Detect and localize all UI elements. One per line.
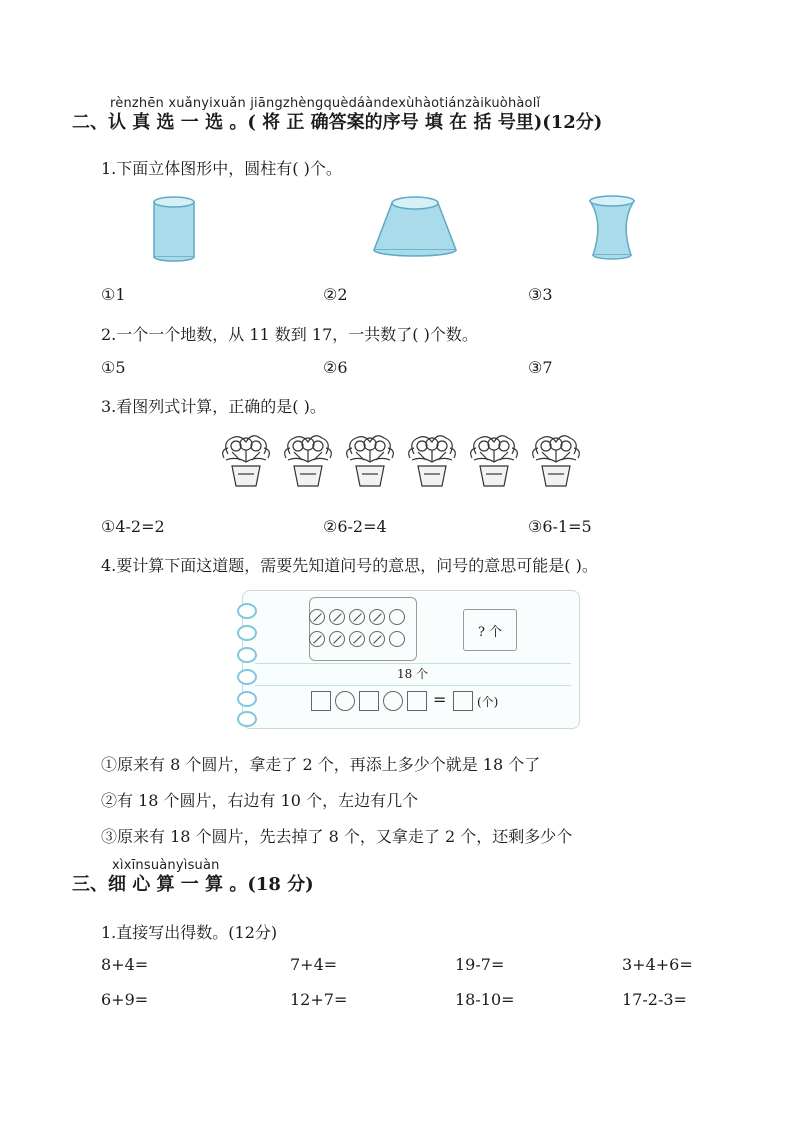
- question-mark-box: ? 个: [463, 609, 517, 651]
- question-1: 1.下面立体图形中，圆柱有( )个。: [101, 159, 342, 178]
- section3-heading: 三、细 心 算 一 算 。(18 分): [72, 874, 314, 895]
- counter-circles: [309, 605, 409, 649]
- total-label: 18 个: [397, 667, 429, 681]
- q4-option-3: ③原来有 18 个圆片，先去掉了 8 个，又拿走了 2 个，还剩多少个: [101, 827, 573, 846]
- crossed-circle: [349, 631, 365, 647]
- section3-subheading: 1.直接写出得数。(12分): [101, 923, 278, 942]
- q4-option-2: ②有 18 个圆片，右边有 10 个，左边有几个: [101, 791, 419, 810]
- section2-pinyin: rènzhēn xuǎnyixuǎn jiāngzhèngquèdáàndexùhàotiánzàikuòhàolǐ: [110, 96, 541, 111]
- flower-pot-icon: [466, 430, 522, 492]
- calc-item: 8+4=: [101, 955, 149, 974]
- crossed-circle: [349, 609, 365, 625]
- section3-pinyin: xìxīnsuànyìsuàn: [112, 858, 220, 873]
- calc-item: 18-10=: [455, 990, 515, 1009]
- plain-circle: [389, 609, 405, 625]
- flower-pot-icon: [280, 430, 336, 492]
- card-rule-line: [255, 685, 571, 686]
- plain-circle: [389, 631, 405, 647]
- crossed-circle: [309, 609, 325, 625]
- binder-ring: [237, 625, 257, 641]
- question-4: 4.要计算下面这道题，需要先知道问号的意思，问号的意思可能是( )。: [101, 556, 598, 575]
- crossed-circle: [329, 609, 345, 625]
- cylinder-shape: [148, 194, 200, 264]
- flower-pot-icon: [218, 430, 274, 492]
- section2-heading: 二、认 真 选 一 选 。( 将 正 确答案的序号 填 在 括 号里)(12分): [72, 112, 603, 133]
- binder-ring: [237, 603, 257, 619]
- blank-circle: [335, 691, 355, 711]
- q3-option-1: ①4-2=2: [101, 517, 165, 536]
- crossed-circle: [369, 609, 385, 625]
- q2-option-2: ②6: [323, 358, 348, 377]
- flower-pot-icon: [342, 430, 398, 492]
- crossed-circle: [329, 631, 345, 647]
- binder-ring: [237, 711, 257, 727]
- calc-item: 12+7=: [290, 990, 348, 1009]
- binder-ring: [237, 647, 257, 663]
- blank-box: [407, 691, 427, 711]
- q4-option-1: ①原来有 8 个圆片，拿走了 2 个，再添上多少个就是 18 个了: [101, 755, 541, 774]
- calc-item: 7+4=: [290, 955, 338, 974]
- q2-option-3: ③7: [528, 358, 553, 377]
- q1-option-3: ③3: [528, 285, 553, 304]
- binder-ring: [237, 669, 257, 685]
- notebook-card: [242, 590, 580, 729]
- calc-item: 19-7=: [455, 955, 505, 974]
- frustum-shape: [370, 193, 460, 263]
- q1-option-2: ②2: [323, 285, 348, 304]
- question-3: 3.看图列式计算，正确的是( )。: [101, 397, 326, 416]
- question-2: 2.一个一个地数，从 11 数到 17，一共数了( )个数。: [101, 325, 478, 344]
- equals-sign: =: [433, 690, 447, 709]
- q2-option-1: ①5: [101, 358, 126, 377]
- flower-pot-icon: [404, 430, 460, 492]
- card-rule-line: [255, 663, 571, 664]
- calc-item: 6+9=: [101, 990, 149, 1009]
- flower-pot-row: [218, 430, 588, 496]
- unit-label: (个): [477, 695, 499, 709]
- blank-box: [359, 691, 379, 711]
- q3-option-3: ③6-1=5: [528, 517, 592, 536]
- flower-pot-icon: [528, 430, 584, 492]
- crossed-circle: [309, 631, 325, 647]
- calc-item: 17-2-3=: [622, 990, 687, 1009]
- calc-item: 3+4+6=: [622, 955, 693, 974]
- q3-option-2: ②6-2=4: [323, 517, 387, 536]
- blank-circle: [383, 691, 403, 711]
- answer-box: [453, 691, 473, 711]
- crossed-circle: [369, 631, 385, 647]
- hourglass-shape: [584, 193, 640, 265]
- q1-option-1: ①1: [101, 285, 126, 304]
- blank-box: [311, 691, 331, 711]
- binder-ring: [237, 691, 257, 707]
